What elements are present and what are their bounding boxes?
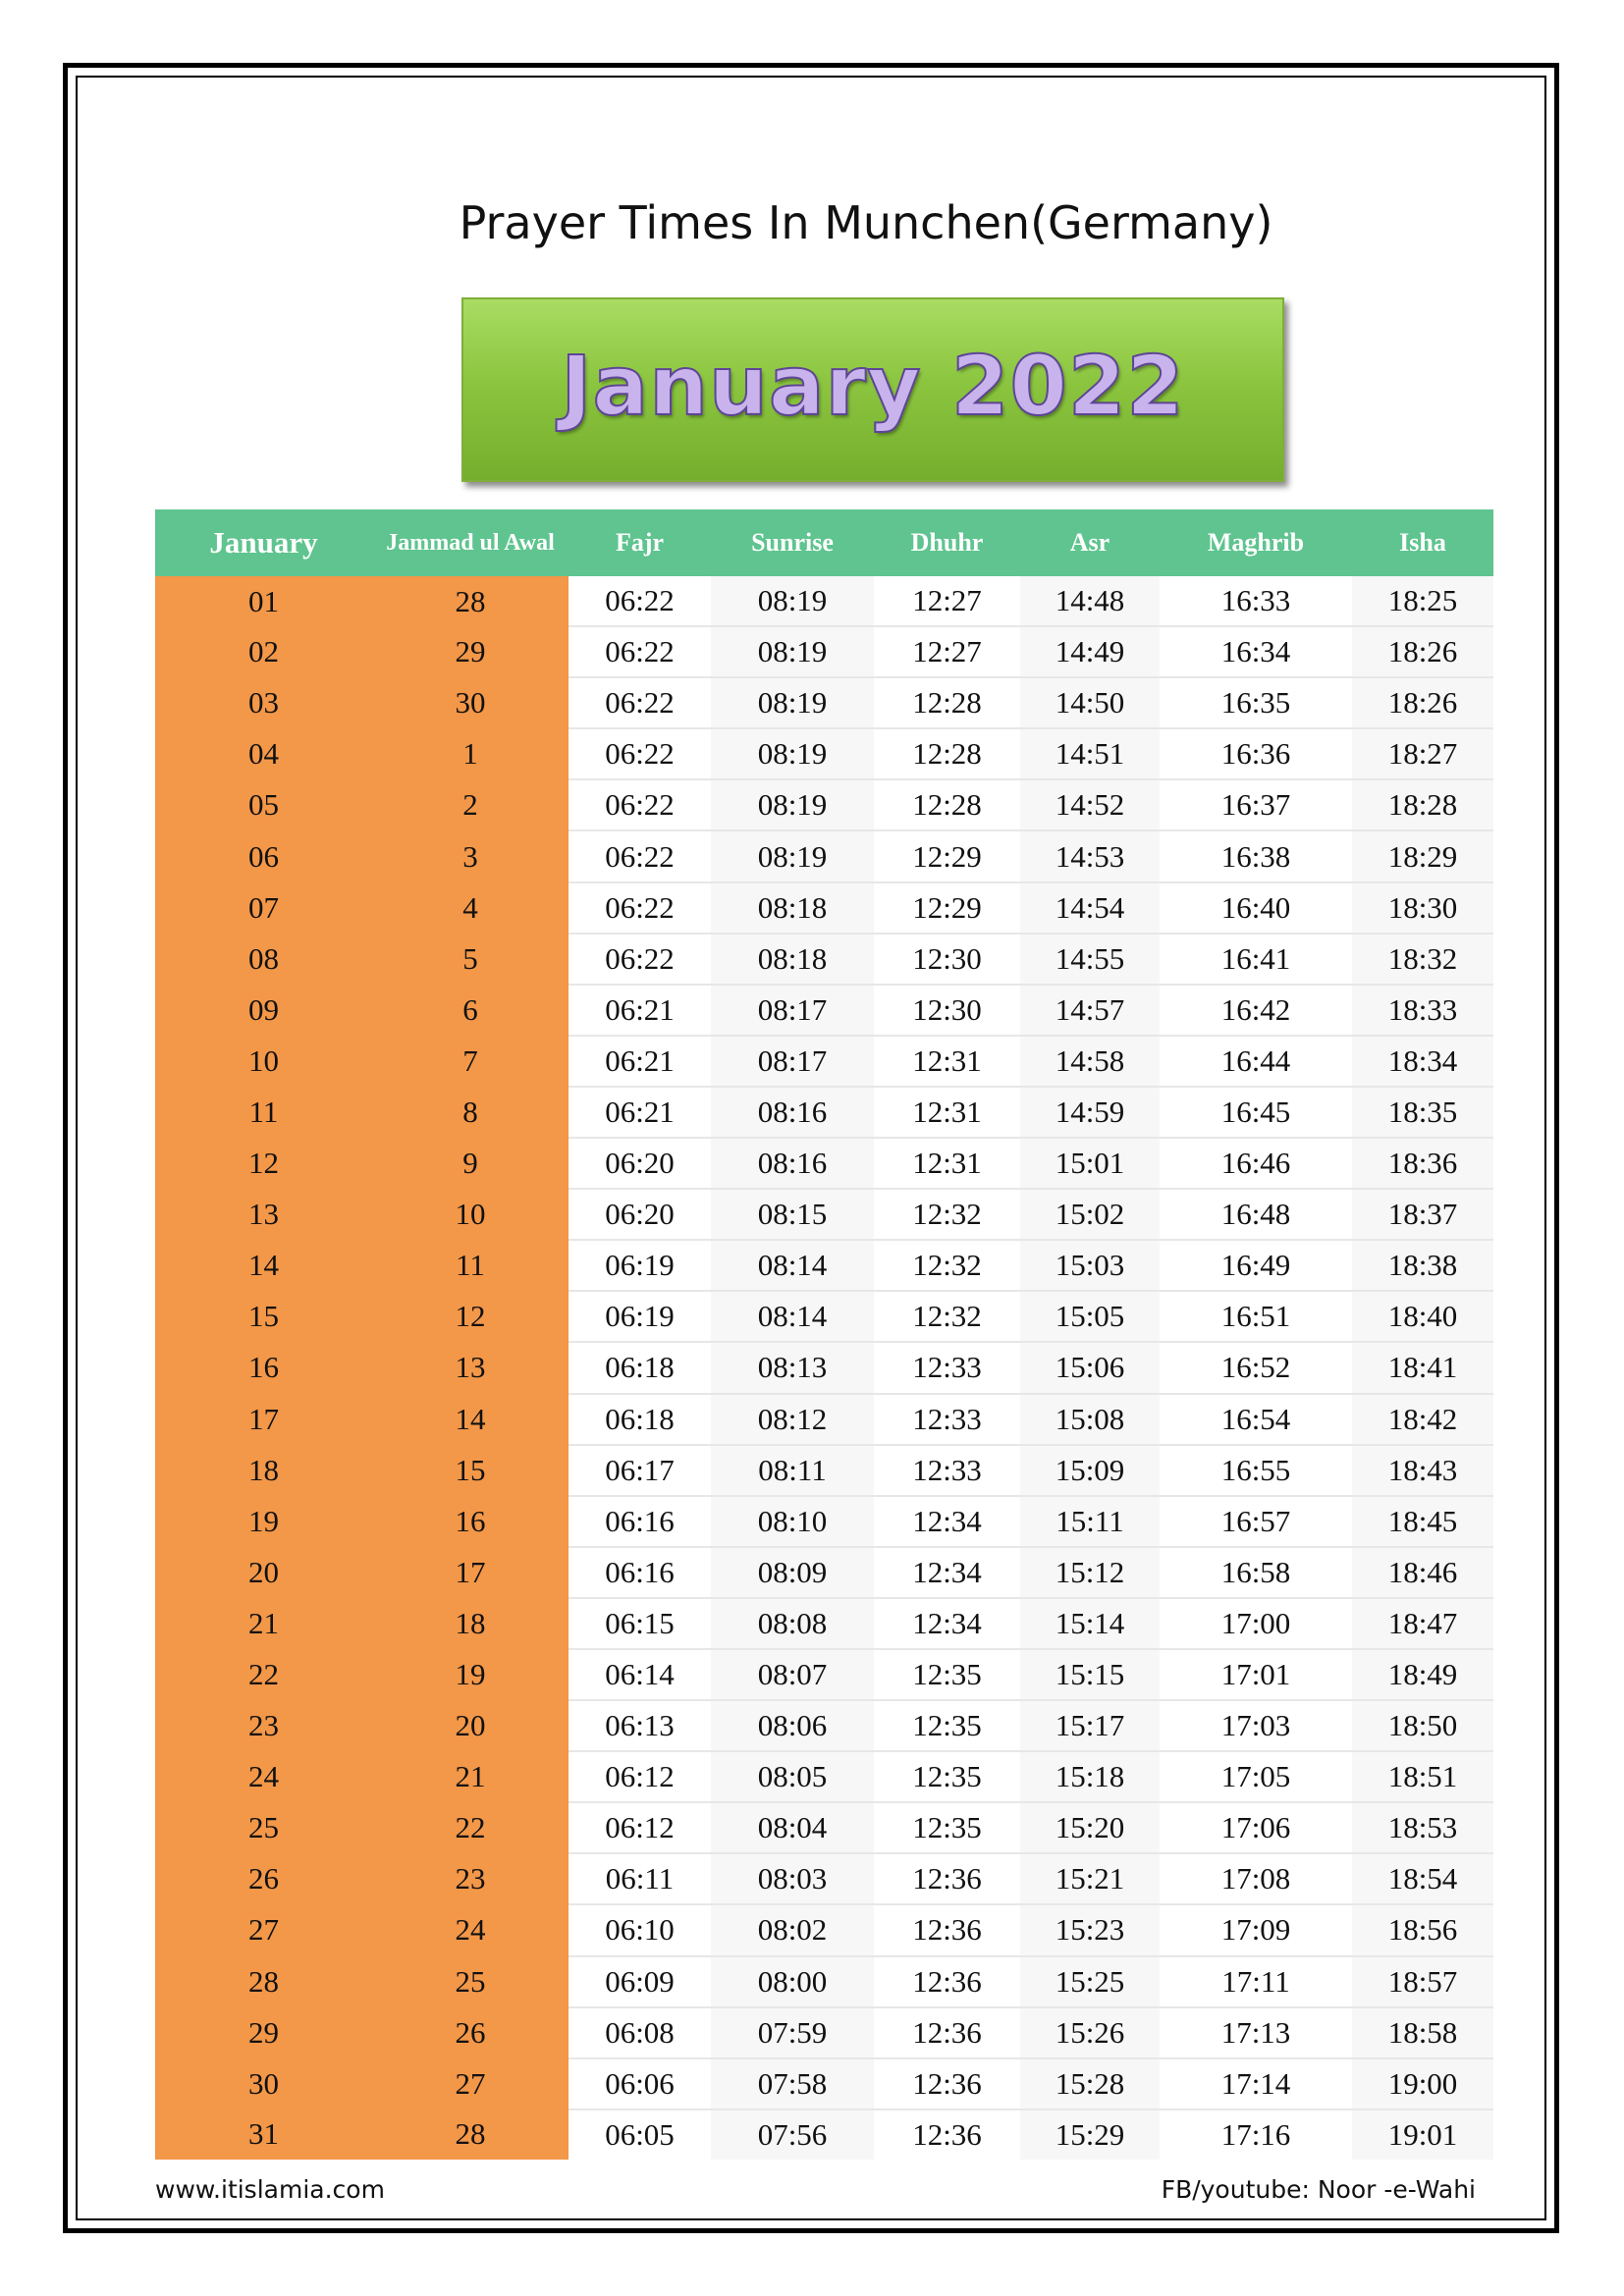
cell-hijri-day: 12 [372,1291,568,1342]
cell-day: 01 [155,576,372,626]
cell-maghrib: 16:48 [1160,1189,1352,1240]
cell-sunrise: 08:14 [711,1240,874,1291]
cell-dhuhr: 12:27 [874,626,1020,677]
cell-isha: 18:38 [1352,1240,1493,1291]
cell-sunrise: 08:19 [711,626,874,677]
cell-hijri-day: 13 [372,1342,568,1393]
cell-sunrise: 08:19 [711,576,874,626]
cell-day: 29 [155,2007,372,2058]
cell-asr: 15:17 [1020,1700,1160,1751]
cell-day: 27 [155,1904,372,1955]
table-body [155,576,1493,2160]
cell-day: 11 [155,1087,372,1138]
cell-asr: 15:15 [1020,1649,1160,1700]
cell-isha: 18:32 [1352,934,1493,985]
table-row [155,626,1493,677]
table-row [155,1342,1493,1393]
cell-hijri-day: 25 [372,1956,568,2007]
cell-day: 22 [155,1649,372,1700]
cell-asr: 14:57 [1020,985,1160,1036]
cell-asr: 14:49 [1020,626,1160,677]
cell-asr: 14:48 [1020,576,1160,626]
cell-isha: 18:30 [1352,882,1493,934]
cell-maghrib: 16:34 [1160,626,1352,677]
cell-dhuhr: 12:33 [874,1342,1020,1393]
table-row [155,1036,1493,1087]
cell-dhuhr: 12:35 [874,1751,1020,1802]
cell-fajr: 06:22 [568,677,711,728]
cell-fajr: 06:21 [568,985,711,1036]
cell-hijri-day: 16 [372,1496,568,1547]
cell-hijri-day: 18 [372,1598,568,1649]
cell-dhuhr: 12:33 [874,1394,1020,1445]
cell-dhuhr: 12:31 [874,1036,1020,1087]
table-row [155,1956,1493,2007]
cell-hijri-day: 29 [372,626,568,677]
cell-maghrib: 17:09 [1160,1904,1352,1955]
cell-isha: 18:37 [1352,1189,1493,1240]
cell-fajr: 06:22 [568,882,711,934]
cell-dhuhr: 12:34 [874,1547,1020,1598]
cell-dhuhr: 12:28 [874,779,1020,830]
cell-hijri-day: 14 [372,1394,568,1445]
cell-day: 18 [155,1445,372,1496]
cell-isha: 18:53 [1352,1802,1493,1853]
table-row [155,934,1493,985]
cell-sunrise: 08:12 [711,1394,874,1445]
cell-dhuhr: 12:36 [874,1853,1020,1904]
cell-hijri-day: 2 [372,779,568,830]
cell-dhuhr: 12:30 [874,985,1020,1036]
cell-day: 30 [155,2058,372,2109]
cell-hijri-day: 21 [372,1751,568,1802]
cell-maghrib: 17:06 [1160,1802,1352,1853]
cell-day: 20 [155,1547,372,1598]
cell-isha: 18:26 [1352,626,1493,677]
cell-dhuhr: 12:31 [874,1087,1020,1138]
cell-fajr: 06:18 [568,1342,711,1393]
cell-isha: 18:47 [1352,1598,1493,1649]
cell-maghrib: 17:03 [1160,1700,1352,1751]
cell-fajr: 06:22 [568,576,711,626]
cell-isha: 18:54 [1352,1853,1493,1904]
cell-asr: 15:25 [1020,1956,1160,2007]
cell-maghrib: 17:16 [1220,2116,1291,2152]
header-sunrise: Sunrise [711,509,874,576]
cell-asr: 14:50 [1020,677,1160,728]
cell-sunrise: 08:07 [711,1649,874,1700]
cell-day: 21 [155,1598,372,1649]
cell-maghrib: 16:40 [1160,882,1352,934]
cell-isha: 18:40 [1352,1291,1493,1342]
table-row [155,1598,1493,1649]
cell-dhuhr: 12:28 [874,677,1020,728]
cell-fajr: 06:05 [605,2116,675,2152]
cell-isha: 18:28 [1352,779,1493,830]
cell-hijri-day: 24 [372,1904,568,1955]
table-row [155,830,1493,881]
cell-maghrib: 16:58 [1160,1547,1352,1598]
table-row [155,1853,1493,1904]
cell-hijri-day: 6 [372,985,568,1036]
cell-asr: 15:28 [1020,2058,1160,2109]
cell-day: 25 [155,1802,372,1853]
cell-maghrib: 16:44 [1160,1036,1352,1087]
cell-asr: 15:12 [1020,1547,1160,1598]
table-row [155,1189,1493,1240]
cell-asr: 14:52 [1020,779,1160,830]
cell-asr: 15:20 [1020,1802,1160,1853]
cell-asr: 15:26 [1020,2007,1160,2058]
cell-asr: 14:54 [1020,882,1160,934]
cell-maghrib: 17:01 [1160,1649,1352,1700]
cell-fajr: 06:13 [568,1700,711,1751]
cell-dhuhr: 12:34 [874,1598,1020,1649]
cell-day: 17 [155,1394,372,1445]
table-row [155,1394,1493,1445]
cell-day: 28 [155,1956,372,2007]
cell-sunrise: 08:13 [711,1342,874,1393]
cell-sunrise: 08:19 [711,677,874,728]
cell-fajr: 06:17 [568,1445,711,1496]
table-row [155,1700,1493,1751]
cell-dhuhr: 12:31 [874,1138,1020,1189]
cell-dhuhr: 12:32 [874,1291,1020,1342]
cell-day: 12 [155,1138,372,1189]
cell-maghrib: 17:00 [1160,1598,1352,1649]
cell-hijri-day: 5 [372,934,568,985]
cell-dhuhr: 12:36 [874,1904,1020,1955]
cell-dhuhr: 12:30 [874,934,1020,985]
cell-day: 24 [155,1751,372,1802]
table-row [155,985,1493,1036]
table-row [155,1496,1493,1547]
cell-isha: 18:51 [1352,1751,1493,1802]
cell-sunrise: 08:05 [711,1751,874,1802]
table-header-row [155,509,1493,576]
table-row [155,1087,1493,1138]
cell-dhuhr: 12:34 [874,1496,1020,1547]
header-dhuhr: Dhuhr [874,509,1020,576]
cell-fajr: 06:22 [568,779,711,830]
cell-day: 16 [155,1342,372,1393]
cell-fajr: 06:22 [568,728,711,779]
cell-sunrise: 08:19 [711,728,874,779]
cell-fajr: 06:14 [568,1649,711,1700]
cell-sunrise: 08:18 [711,882,874,934]
cell-maghrib: 16:54 [1160,1394,1352,1445]
table-row [155,1547,1493,1598]
cell-day: 08 [155,934,372,985]
cell-asr: 15:21 [1020,1853,1160,1904]
table-row [155,576,1493,626]
cell-sunrise: 08:19 [711,830,874,881]
cell-sunrise: 07:56 [711,2109,874,2160]
header-maghrib: Maghrib [1160,509,1352,576]
cell-hijri-day: 10 [372,1189,568,1240]
cell-maghrib: 16:37 [1160,779,1352,830]
cell-isha: 18:45 [1352,1496,1493,1547]
cell-fajr: 06:16 [568,1496,711,1547]
cell-sunrise: 08:03 [711,1853,874,1904]
table-row [155,2007,1493,2058]
table-row [155,1802,1493,1853]
cell-fajr: 06:19 [568,1240,711,1291]
cell-isha: 18:46 [1352,1547,1493,1598]
table-row [155,677,1493,728]
cell-sunrise: 08:04 [711,1802,874,1853]
cell-asr: 15:09 [1020,1445,1160,1496]
cell-day: 15 [155,1291,372,1342]
cell-fajr: 06:22 [568,626,711,677]
header-asr: Asr [1020,509,1160,576]
month-banner-text: January 2022 [561,338,1185,434]
cell-hijri-day: 26 [372,2007,568,2058]
cell-maghrib: 17:05 [1160,1751,1352,1802]
cell-maghrib: 16:41 [1160,934,1352,985]
cell-sunrise: 08:15 [711,1189,874,1240]
cell-sunrise: 08:17 [711,985,874,1036]
cell-maghrib: 16:45 [1160,1087,1352,1138]
month-banner [461,297,1284,482]
cell-asr: 14:58 [1020,1036,1160,1087]
cell-isha: 19:00 [1352,2058,1493,2109]
cell-maghrib: 16:33 [1160,576,1352,626]
cell-maghrib: 17:08 [1160,1853,1352,1904]
cell-isha: 18:43 [1352,1445,1493,1496]
cell-dhuhr: 12:33 [874,1445,1020,1496]
cell-fajr: 06:16 [568,1547,711,1598]
cell-sunrise: 08:16 [711,1087,874,1138]
cell-asr: 15:02 [1020,1189,1160,1240]
table-row [155,1291,1493,1342]
cell-hijri-day: 28 [372,576,568,626]
cell-sunrise: 08:17 [711,1036,874,1087]
cell-hijri-day: 22 [372,1802,568,1853]
cell-asr: 15:08 [1020,1394,1160,1445]
cell-sunrise: 08:14 [711,1291,874,1342]
cell-hijri-day: 3 [372,830,568,881]
cell-hijri-day: 23 [372,1853,568,1904]
cell-dhuhr: 12:35 [874,1802,1020,1853]
cell-asr: 14:55 [1020,934,1160,985]
cell-sunrise: 07:58 [711,2058,874,2109]
header-fajr: Fajr [568,509,711,576]
cell-fajr: 06:20 [568,1189,711,1240]
cell-hijri-day: 30 [372,677,568,728]
cell-hijri-day: 11 [372,1240,568,1291]
cell-asr: 15:06 [1020,1342,1160,1393]
cell-hijri-day: 28 [372,2109,568,2160]
header-jammad-ul-awal: Jammad ul Awal [372,509,568,576]
table-row [155,1751,1493,1802]
cell-day: 31 [155,2109,372,2160]
footer-website: www.itislamia.com [155,2175,385,2204]
prayer-times-table-container [155,509,1493,2160]
cell-maghrib: 17:13 [1160,2007,1352,2058]
cell-fajr: 06:15 [568,1598,711,1649]
cell-asr: 15:01 [1020,1138,1160,1189]
cell-fajr: 06:22 [568,830,711,881]
table-row [155,1138,1493,1189]
cell-asr: 15:23 [1020,1904,1160,1955]
cell-fajr: 06:10 [568,1904,711,1955]
cell-day: 05 [155,779,372,830]
cell-fajr: 06:21 [568,1087,711,1138]
cell-isha: 18:57 [1352,1956,1493,2007]
cell-isha: 19:01 [1352,2109,1493,2160]
cell-hijri-day: 15 [372,1445,568,1496]
prayer-times-table [155,509,1493,2160]
cell-maghrib: 16:49 [1160,1240,1352,1291]
cell-asr: 15:14 [1020,1598,1160,1649]
cell-maghrib: 16:51 [1160,1291,1352,1342]
cell-asr: 15:03 [1020,1240,1160,1291]
cell-day: 02 [155,626,372,677]
cell-dhuhr: 12:36 [874,1956,1020,2007]
cell-dhuhr: 12:29 [874,830,1020,881]
cell-day: 26 [155,1853,372,1904]
cell-isha: 18:25 [1352,576,1493,626]
cell-fajr: 06:06 [568,2058,711,2109]
cell-fajr: 06:09 [568,1956,711,2007]
page-title: Prayer Times In Munchen(Germany) [459,196,1273,249]
table-row [155,1904,1493,1955]
cell-dhuhr: 12:28 [874,728,1020,779]
cell-fajr: 06:22 [568,934,711,985]
footer-social: FB/youtube: Noor -e-Wahi [1161,2175,1476,2204]
cell-fajr: 06:18 [568,1394,711,1445]
cell-isha: 18:58 [1352,2007,1493,2058]
cell-day: 13 [155,1189,372,1240]
cell-hijri-day: 19 [372,1649,568,1700]
cell-maghrib: 17:11 [1160,1956,1352,2007]
cell-fajr: 06:19 [568,1291,711,1342]
cell-maghrib: 16:55 [1160,1445,1352,1496]
cell-fajr: 06:08 [568,2007,711,2058]
cell-isha: 18:56 [1352,1904,1493,1955]
cell-dhuhr: 12:32 [874,1189,1020,1240]
cell-day: 10 [155,1036,372,1087]
cell-fajr: 06:21 [568,1036,711,1087]
cell-isha: 18:27 [1352,728,1493,779]
cell-hijri-day: 17 [372,1547,568,1598]
table-row [155,728,1493,779]
cell-day: 03 [155,677,372,728]
cell-hijri-day: 27 [372,2058,568,2109]
cell-asr: 14:59 [1020,1087,1160,1138]
cell-fajr: 06:12 [568,1751,711,1802]
cell-maghrib: 17:14 [1160,2058,1352,2109]
cell-maghrib: 16:36 [1160,728,1352,779]
cell-isha: 18:41 [1352,1342,1493,1393]
cell-sunrise: 08:06 [711,1700,874,1751]
cell-dhuhr: 12:27 [874,576,1020,626]
cell-hijri-day: 8 [372,1087,568,1138]
table-row [155,779,1493,830]
cell-dhuhr: 12:36 [874,2007,1020,2058]
cell-sunrise: 08:11 [711,1445,874,1496]
cell-dhuhr: 12:35 [874,1700,1020,1751]
cell-isha: 18:50 [1352,1700,1493,1751]
cell-asr: 15:11 [1020,1496,1160,1547]
table-row [155,1445,1493,1496]
cell-dhuhr: 12:29 [874,882,1020,934]
cell-hijri-day: 4 [372,882,568,934]
header-january: January [155,509,372,576]
cell-sunrise: 08:16 [711,1138,874,1189]
cell-day: 06 [155,830,372,881]
cell-day: 19 [155,1496,372,1547]
table-row [155,2109,1493,2160]
cell-maghrib: 16:35 [1160,677,1352,728]
cell-isha: 18:49 [1352,1649,1493,1700]
cell-hijri-day: 20 [372,1700,568,1751]
cell-isha: 18:35 [1352,1087,1493,1138]
cell-sunrise: 08:00 [711,1956,874,2007]
cell-day: 04 [155,728,372,779]
cell-day: 09 [155,985,372,1036]
cell-hijri-day: 1 [372,728,568,779]
cell-isha: 18:42 [1352,1394,1493,1445]
cell-dhuhr: 12:32 [874,1240,1020,1291]
cell-maghrib: 16:46 [1160,1138,1352,1189]
cell-maghrib: 16:52 [1160,1342,1352,1393]
cell-fajr: 06:20 [568,1138,711,1189]
cell-dhuhr: 12:35 [874,1649,1020,1700]
cell-asr: 15:05 [1020,1291,1160,1342]
cell-day: 14 [155,1240,372,1291]
cell-maghrib: 16:42 [1160,985,1352,1036]
cell-sunrise: 08:02 [711,1904,874,1955]
cell-hijri-day: 7 [372,1036,568,1087]
cell-sunrise: 08:18 [711,934,874,985]
cell-maghrib: 16:38 [1160,830,1352,881]
cell-asr: 14:53 [1020,830,1160,881]
header-isha: Isha [1352,509,1493,576]
cell-isha: 18:29 [1352,830,1493,881]
cell-hijri-day: 9 [372,1138,568,1189]
cell-day: 23 [155,1700,372,1751]
cell-isha: 18:34 [1352,1036,1493,1087]
cell-sunrise: 08:19 [711,779,874,830]
table-row [155,1649,1493,1700]
cell-isha: 18:26 [1352,677,1493,728]
table-row [155,1240,1493,1291]
cell-sunrise: 08:08 [711,1598,874,1649]
cell-isha: 18:33 [1352,985,1493,1036]
cell-asr: 15:18 [1020,1751,1160,1802]
table-row [155,882,1493,934]
cell-isha: 18:36 [1352,1138,1493,1189]
cell-sunrise: 08:09 [711,1547,874,1598]
cell-fajr: 06:11 [568,1853,711,1904]
cell-sunrise: 07:59 [711,2007,874,2058]
cell-asr: 14:51 [1020,728,1160,779]
cell-maghrib: 16:57 [1160,1496,1352,1547]
cell-day: 07 [155,882,372,934]
cell-dhuhr: 12:36 [874,2058,1020,2109]
table-row [155,2058,1493,2109]
cell-fajr: 06:12 [568,1802,711,1853]
cell-dhuhr: 12:36 [912,2116,982,2152]
cell-asr: 15:29 [1020,2109,1160,2160]
cell-sunrise: 08:10 [711,1496,874,1547]
